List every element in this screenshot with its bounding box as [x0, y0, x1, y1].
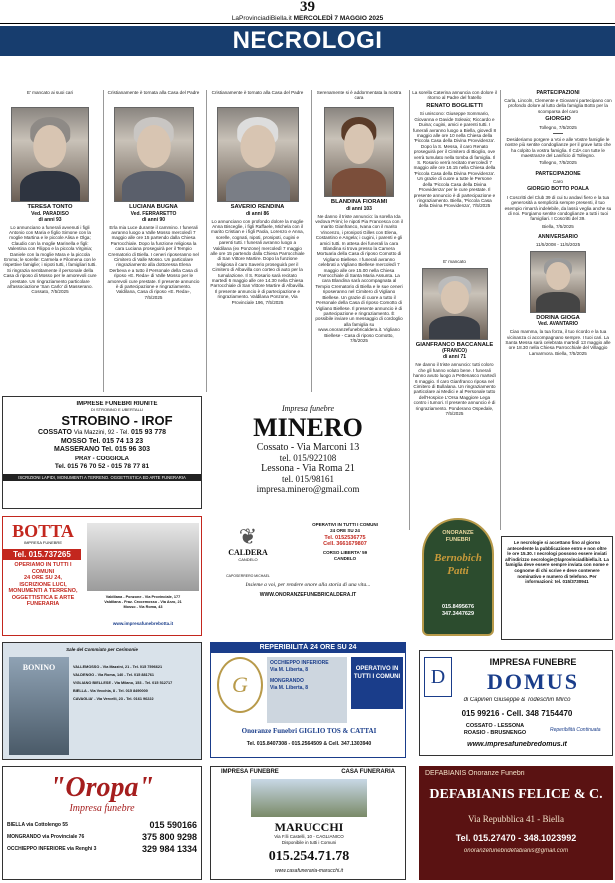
notices-column-5 — [409, 90, 499, 530]
portrait-photo — [114, 107, 194, 202]
deceased-subtitle: Ved. FERRARETTO — [130, 210, 177, 217]
notice-intro: E' mancato — [443, 259, 466, 265]
ad-line-3: MONGRANDO — [270, 678, 304, 684]
ad-oropa — [2, 766, 202, 880]
anniversary-subtitle: Ved. AVANTARIO — [537, 321, 579, 328]
divider — [553, 133, 563, 134]
ad-line-1: ONORANZE — [442, 530, 474, 536]
ad-email: onoranzefunebridefabianis@gmail.com — [463, 847, 569, 854]
ad-phone-2: 347.3447629 — [441, 611, 475, 617]
portrait-photo — [422, 268, 488, 340]
ad-top: Impresa funebre — [281, 404, 335, 413]
notice-intro: La sorella Caterina annuncia con dolore il ritorno al Padre del fratello — [412, 90, 497, 101]
deceased-name: BLANDINA FIORAMI — [330, 199, 388, 205]
ad-line-4: Tel. 015 76 70 52 - 015 78 77 81 — [54, 462, 150, 470]
notice-intro: E' mancato ai suoi cari — [26, 90, 74, 95]
ad-reperibility: Reperibilità Continuata — [550, 727, 601, 733]
ad-subtitle: DI STROBINO E UBERTALLI — [90, 408, 144, 413]
participation-text-3: I Coscritti del Club 39 di cui tu andavi fiero e la tua generosità a semplicità sempre presenti, il tuo esempio rimarrà indelebile, da lassù veglia anche su di noi. Porgiamo sentite condoglianze a tutti i tuoi famigliari. I Coscritti del 39. — [504, 194, 612, 222]
ad-name: BOTTA — [12, 521, 74, 541]
ad-line-top: REPERIBILITÀ 24 ORE SU 24 — [211, 643, 405, 653]
ad-phone-3: 329 984 1334 — [141, 844, 197, 854]
ad-line-1: IMPRESA FUNEBRE — [221, 769, 279, 775]
section-banner: NECROLOGI — [0, 26, 615, 56]
ad-phone-2: 375 800 9298 — [141, 832, 197, 842]
notice-text: Ne danno il triste annuncio: la sorella Ida vedova Primi; le nipoti Pia Francesca con il marito Gianfranco, Ivana con il marito Vincenzo, i pronipoti Gilles con Elena, Costantino e Angela; i cugini, i parenti e gli amici tutti. In attesa dei funerali la cara Blandina si trova presso la Camera Mortuaria della Casa di riposo Comotto di Vigliano Biellese. I funerali avranno celebrati a Vigliano Biellese mercoledì 7 maggio alle ore 15.00 nella Chiesa Parrocchiale di Santa Maria Assunta. La cara Blandina sarà accompagnata al Tempio Crematorio di Biella e le sue ceneri riposeranno nel Cimitero di Vigliano Biellese. Un grazie di cuore a tutto il Personale della Casa di riposo Comotto di Vigliano Biellese. Il presente annuncio è di partecipazione e ringraziamento. È possibile inviare un messaggio di cordoglio alla famiglia su www.onoranzefunebricaldera.it. Vigliano Biellese - Casa di riposo Comotto, 7/5/2025 — [315, 213, 403, 343]
notice-text: Si uniscono: Giuseppe Sommario, Giovanna e Davide Soleaio; Riccardo e Duina; cugini, amici e parenti tutti. I funerali avranno luogo a Biella, giovedì 8 maggio alle ore 10 nella Chiesa della 'Piccola Casa della Divina Provvidenza'. Dopo la S. Messa, il caro Renato proseguirà per il Cimitero di Bioglio, ove verrà tumulato nella tomba di famiglia. Il S. Rosario verrà recitato mercoledì 7 maggio alle ore 16.15 nella Chiesa della 'Piccola Casa della Divina Provvidenza'. Un grazie di cuore a tutte le Persone della 'Piccola Casa della Divina Provvidenza' per le cure prestate. Il presente annuncio è di partecipazione e ringraziamento. Biella, 'Piccola Casa della Divina Provvidenza', 7/5/2025 — [413, 111, 496, 209]
ad-bonino — [2, 642, 202, 760]
notice-text: Erla mia Luce durante il cammino. I funerali avranno luogo a Valle Mosso mercoledì 7 maggio alle ore 15 partendo dalla Chiesa Parrocchiale. Dopo la funzione religiosa la cara Luciana proseguirà per il Tempio Crematorio di Biella. I ceneri riposeranno nel Cimitero di Valle Mosso. Un particolare ringraziamento alla dottoressa Elena Derbeva e a tutto il Personale della Casa di riposo «E. Reda» di Valle Mosso per le amorevoli cure prestate. Il presente annuncio è di partecipazione e ringraziamento. Valdilana, Casa di riposo «E. Reda», 7/5/2025 — [107, 224, 200, 300]
ad-top: Sale del Commiato per Cerimonie — [66, 647, 138, 652]
deceased-subtitle: (FRANCO) — [442, 348, 467, 355]
ad-subtitle: di Capineri Giuseppe & Todeschin Mirco — [463, 697, 571, 703]
ad-line-1: VALLEMOSSO - Via Mazzini, 21 - Tel. 015 7596621 — [73, 665, 163, 669]
portrait-photo — [217, 107, 299, 202]
anniversary-name: DORINA GIOGA — [536, 314, 580, 321]
ad-domus — [419, 650, 613, 756]
ad-city: COSSATO — [37, 428, 72, 436]
notice-saverio-rendina — [206, 90, 308, 392]
ad-line-4: BIELLA - Via Vecchia, 8 - Tel. 015 8490000 — [73, 689, 148, 693]
ad-line-4: Via M. Liberta, 8 — [270, 684, 308, 691]
page-number: 39 — [300, 0, 315, 15]
giglio-logo-icon: G — [217, 657, 263, 713]
ad-address-1: BIELLA via Cottolengo 55 — [7, 822, 68, 828]
ad-name: BONINO — [22, 663, 56, 672]
ad-line-3: VIGLIANO BIELLESE - Via Milano, 153 - Tel. 015 512717 — [73, 681, 173, 685]
participations-column — [500, 90, 615, 530]
ad-minero — [210, 396, 406, 509]
anniversary-dates: 11/5/2008 - 11/5/2025 — [535, 242, 581, 248]
notice-intro: Cristianamente è tornato alla Casa del Padre — [211, 90, 304, 95]
ad-line-2: tel. 015/922108 — [279, 452, 337, 463]
ad-line-2: MASSERANO Tel. 015 96 303 — [54, 445, 150, 453]
ad-line-1: MOSSO Tel. 015 74 13 23 — [60, 437, 144, 445]
info-box-text: Le necrologie si accettano fino al giorno antecedente la pubblicazione entro e non oltre le ore 15.30. I necrologi possono essere inviati all'indirizzo necrologie@laprovinciadibiella.it. La famiglia deve essere sempre inviata con nome e cognome di chi scrive e deve contenere nominativo e numero di telefono. Per informazioni: tel. 015/3730941 — [505, 540, 609, 585]
caldera-logo-icon: ❦ — [238, 524, 258, 549]
ad-city: CANDELO — [238, 556, 258, 562]
ad-line-1: Cossato - Via Marconi 13 — [256, 441, 360, 453]
ad-line-2: Via M. Liberta, 8 — [270, 666, 308, 673]
ad-phone: 015 99216 - Cell. 348 7154470 — [461, 709, 573, 718]
ad-botta — [2, 516, 202, 636]
ad-phone-1: 015 590166 — [149, 820, 197, 830]
notice-blandina-fiorami — [311, 90, 406, 392]
ad-footer: ISCRIZIONI LAPIDI, MONUMENTI A TERRENO. OGGETTISTICA ED ARTE FUNERARIA — [3, 474, 201, 481]
ad-line-3: Lessona - Via Roma 21 — [261, 462, 355, 474]
ad-subtitle: IMPRESA FUNEBRE — [23, 541, 62, 545]
ad-city-2: ROASIO - BRUSNENGO — [463, 729, 527, 736]
ad-website: www.impresafunebredomus.it — [467, 741, 567, 748]
participation-title-3: PARTECIPAZIONE — [535, 170, 581, 177]
ad-address-3: OCCHIEPPO INFERIORE via Renghi 3 — [7, 846, 97, 852]
deceased-name: GIANFRANCO BACCANALE — [415, 341, 494, 348]
participation-place: Tollegno, 7/5/2025 — [539, 124, 577, 130]
deceased-subtitle: Ved. PARADISO — [31, 210, 69, 217]
anniversary-title: ANNIVERSARIO — [538, 234, 578, 241]
ad-motto: Insieme a voi, per rendere onore alla storia di una vita... — [245, 582, 371, 588]
ad-signature: CAPOSERRERO MICHAEL — [226, 574, 270, 578]
notice-intro: Cristianamente è tornata alla Casa del Padre — [107, 90, 200, 95]
ad-line-3: PRAY - COGGIOLA — [74, 455, 129, 462]
notice-text: Lo annunciano con profondo dolore la moglie Anna Bisceglie, i figli Raffaele, Michela con il marito Cristian e i figli Paola, Lorenzo e Anna, sorelle, cognati, nipoti, pronipoti, cugini e parenti tutti. I funerali avranno luogo a Valdilana (ex Ponzone) mercoledì 7 maggio alle ore 15 partendo dalla Chiesa Parrocchiale di San Vittore Martire. Dopo la funzione religiosa il caro Saverio proseguirà per il Cimitero di Albavilla con corteo di auto per la tumulazione. Il S. Rosario sarà recitato martedì 6 maggio alle ore 14.30 nella Chiesa Parrocchiale di San Vittore Martire di Albavilla. Il presente annuncio è di partecipazione e ringraziamento. Valdilana Ponzone, Via Provinciale 196, 7/5/2025 — [210, 218, 305, 305]
ad-name: "Oropa" — [49, 773, 155, 803]
ad-note: Disponibile in tutti i Comuni — [281, 840, 337, 845]
ad-marucchi — [210, 766, 406, 880]
notice-text: Lo annunciano a funerali avvenuti i figli Antonio con Maria e figlio Simone con la moglie Martina e le piccole Alisa e Olga; Claudio con la moglie Marinella e figli: Valentina con Filippo e la piccola Virginia; Daniele con la moglie Mara e la piccola Emma; le sorelle: Carmela e Filomena con le rispettive famiglie; i nipoti tutti, i famigliari tutti. Si ringrazia sentitamente il personale della Casa di riposo di Mosso per le amorevoli cure prestate. Un ringraziamento particolare all'associazione 'San Carlo' di Masserano. Cossato, 7/5/2025 — [3, 224, 97, 295]
notice-teresa-tonto — [0, 90, 100, 392]
building-photo — [251, 779, 367, 817]
header-rule — [0, 23, 615, 24]
ad-address: Via Repubblica 41 - Biella — [468, 814, 564, 825]
deceased-name: SAVERIO RENDINA — [230, 204, 285, 210]
ad-line-2: VALDENGO - Via Roma, 140 - Tel. 015 881761 — [73, 673, 155, 677]
domus-logo-icon: D — [424, 657, 452, 697]
ad-name: Bernobich Patti — [434, 552, 482, 577]
participation-name: GIORGIO — [545, 116, 571, 123]
participation-text: Carla, Lincoln, Clemente e Giovanni partecipano con profondo dolore al lutto della famiglia Botto per la scomparsa del caro — [504, 98, 612, 114]
ad-phone-1: 015.8495676 — [441, 604, 475, 610]
ad-giglio — [210, 642, 406, 758]
ad-operative: OPERATIVO IN TUTTI I COMUNI — [351, 657, 403, 709]
ad-defabianis — [419, 766, 613, 880]
ad-address-2: Valdilana - Fraz. Crocemosso - Via Arzo, 21 — [104, 599, 182, 604]
ad-name: Onoranze Funebri GIGLIO TOS & CATTAI — [241, 727, 377, 735]
ad-line-5: CAVAGLIA' - Via Vercelli, 23 - Tel. 0161 96222 — [73, 697, 154, 701]
ad-top: DEFABIANIS Onoranze Funebri — [425, 770, 525, 777]
notice-text: Ne danno il triste annuncio: tutti coloro che gli hanno voluto bene. I funerali hanno avuto luogo a Pettenasco martedì 6 maggio. Il caro Gianfranco riposa nel Cimitero di Bullalana. Un ringraziamento particolare ai Medici e al Personale tutto dell'Hospice L'Orsa Maggiore Lega contro i tumori. Il presente annuncio è di ringraziamento. Ponderano Ospedale, 7/5/2025 — [413, 362, 496, 417]
staff-photo — [87, 523, 199, 591]
ad-strobino — [2, 396, 202, 509]
participations-title: PARTECIPAZIONI — [536, 90, 580, 96]
ad-phone: Tel. 015.737265 — [3, 549, 81, 561]
ad-name: DEFABIANIS FELICE & C. — [429, 787, 603, 803]
page-header — [0, 15, 615, 23]
ad-phone-1: Tel. 0152536775 — [324, 535, 366, 541]
portrait-photo — [11, 107, 89, 202]
participation-place-3: Biella, 7/5/2025 — [542, 223, 574, 229]
ad-line-2: 24 ORE SU 24, — [24, 575, 62, 582]
ad-address-2: MONGRANDO via Provinciale 76 — [7, 834, 85, 840]
ad-website: www.impresafunebrebotta.it — [112, 621, 174, 626]
ad-phone: 015.254.71.78 — [268, 849, 350, 864]
ad-subtitle: Impresa funebre — [69, 803, 135, 814]
ad-line-2: FUNEBRI — [445, 536, 471, 543]
deceased-age: di anni 71 — [442, 354, 467, 361]
ad-line-1: OPERATIVI IN TUTTI I COMUNI — [312, 522, 378, 527]
anniversary-photo — [530, 251, 586, 313]
participation-intro-3: Caro — [553, 178, 563, 184]
issue-date: MERCOLEDÌ 7 MAGGIO 2025 — [293, 15, 384, 22]
ad-phone-2: Cell. 3661679807 — [323, 540, 367, 547]
ad-top: IMPRESA FUNEBRE — [489, 657, 577, 667]
ad-phone: Tel. 015.27470 - 348.1023992 — [455, 833, 577, 844]
deceased-name: LUCIANA BUGNA — [129, 204, 178, 210]
ad-city: COSSATO - LESSONA — [465, 723, 525, 729]
ad-address-3: Mosso - Via Roma, 43 — [123, 604, 163, 609]
deceased-age: di anni 90 — [141, 216, 166, 223]
ad-title: IMPRESE FUNEBRI RIUNITE — [76, 401, 158, 407]
deceased-age: di anni 93 — [38, 216, 62, 223]
ad-caldera — [210, 516, 406, 602]
ad-email: impresa.minero@gmail.com — [256, 483, 360, 494]
participation-text-2: Desideriamo porgere a Voi e alle Vostre famiglie le nostre più sentite condoglianze per il grave lutto che ha colpito la vostra famiglia. Il CdA con tutte le maestranze del Lanificio di Tollegno. — [505, 136, 611, 158]
ad-line-2: 24 ORE SU 24 — [330, 527, 360, 533]
participation-place-2: Tollegno, 7/5/2025 — [539, 160, 577, 166]
ad-line-3: ISCRIZIONE LUCI, MONUMENTI A TERRENO, OGGETTISTICA E ARTE FUNERARIA — [8, 581, 78, 608]
ad-name: CALDERA — [228, 548, 268, 557]
notice-intro: Serenamente si è addormentata la nostra cara — [316, 90, 402, 101]
ad-phone: Tel. 015.8407308 - 015.2564509 & Cell. 347.1303940 — [246, 741, 372, 747]
ad-name: MINERO — [253, 413, 363, 442]
ad-address-1: Valdilana - Ponzone - Via Provinciale, 177 — [105, 595, 181, 599]
deceased-age: di anni 103 — [346, 205, 372, 212]
ad-address-1: CORSO LIBERTA' 59 — [322, 550, 368, 555]
ad-line-2: CASA FUNERARIA — [341, 769, 395, 775]
info-box — [501, 536, 613, 640]
ad-name: STROBINO - IROF — [61, 412, 173, 428]
ad-website: WWW.ONORANZEFUNEBRICALDERA.IT — [259, 592, 357, 598]
paper-name: LaProvinciadiBiella.it — [231, 15, 292, 22]
deceased-name: TERESA TONTO — [27, 204, 73, 210]
participation-name-3: GIORGIO BOTTO POALA — [527, 186, 589, 193]
ad-phone: 015 93 778 — [130, 428, 167, 436]
deceased-age: di anni 86 — [245, 210, 270, 217]
deceased-name: RENATO BOGLIETTI — [426, 102, 483, 109]
ad-address: Via Mazzini, 92 - Tel. — [73, 429, 130, 436]
ad-website: www.casafuneraria-marucchi.it — [274, 868, 344, 874]
ad-line-1: OPERIAMO IN TUTTI I COMUNI — [14, 562, 72, 575]
ad-name: MARUCCHI — [274, 820, 344, 834]
ad-line-4: tel. 015/98161 — [282, 473, 334, 484]
ad-name: DOMUS — [487, 669, 579, 694]
anniversary-text: Ciao mamma, la tua forza, il tuo ricordo e la tua vicinanza ci accompagnano sempre. I tuoi cari. La Santa Messa sarà celebrata martedì 13 maggio alle ore 18.30 nella Chiesa Parrocchiale del Villaggio Lamarmora. Biella, 7/5/2025 — [505, 329, 611, 356]
ad-address-2: CANDELO — [333, 555, 357, 561]
portrait-photo — [324, 107, 394, 197]
ad-bernobich — [419, 518, 497, 638]
ad-line-1: OCCHIEPPO INFERIORE — [270, 660, 329, 666]
ad-address: Via F.lli Castelli, 10 - CAGLIANICO — [274, 834, 344, 839]
notice-luciana-bugna — [103, 90, 203, 392]
